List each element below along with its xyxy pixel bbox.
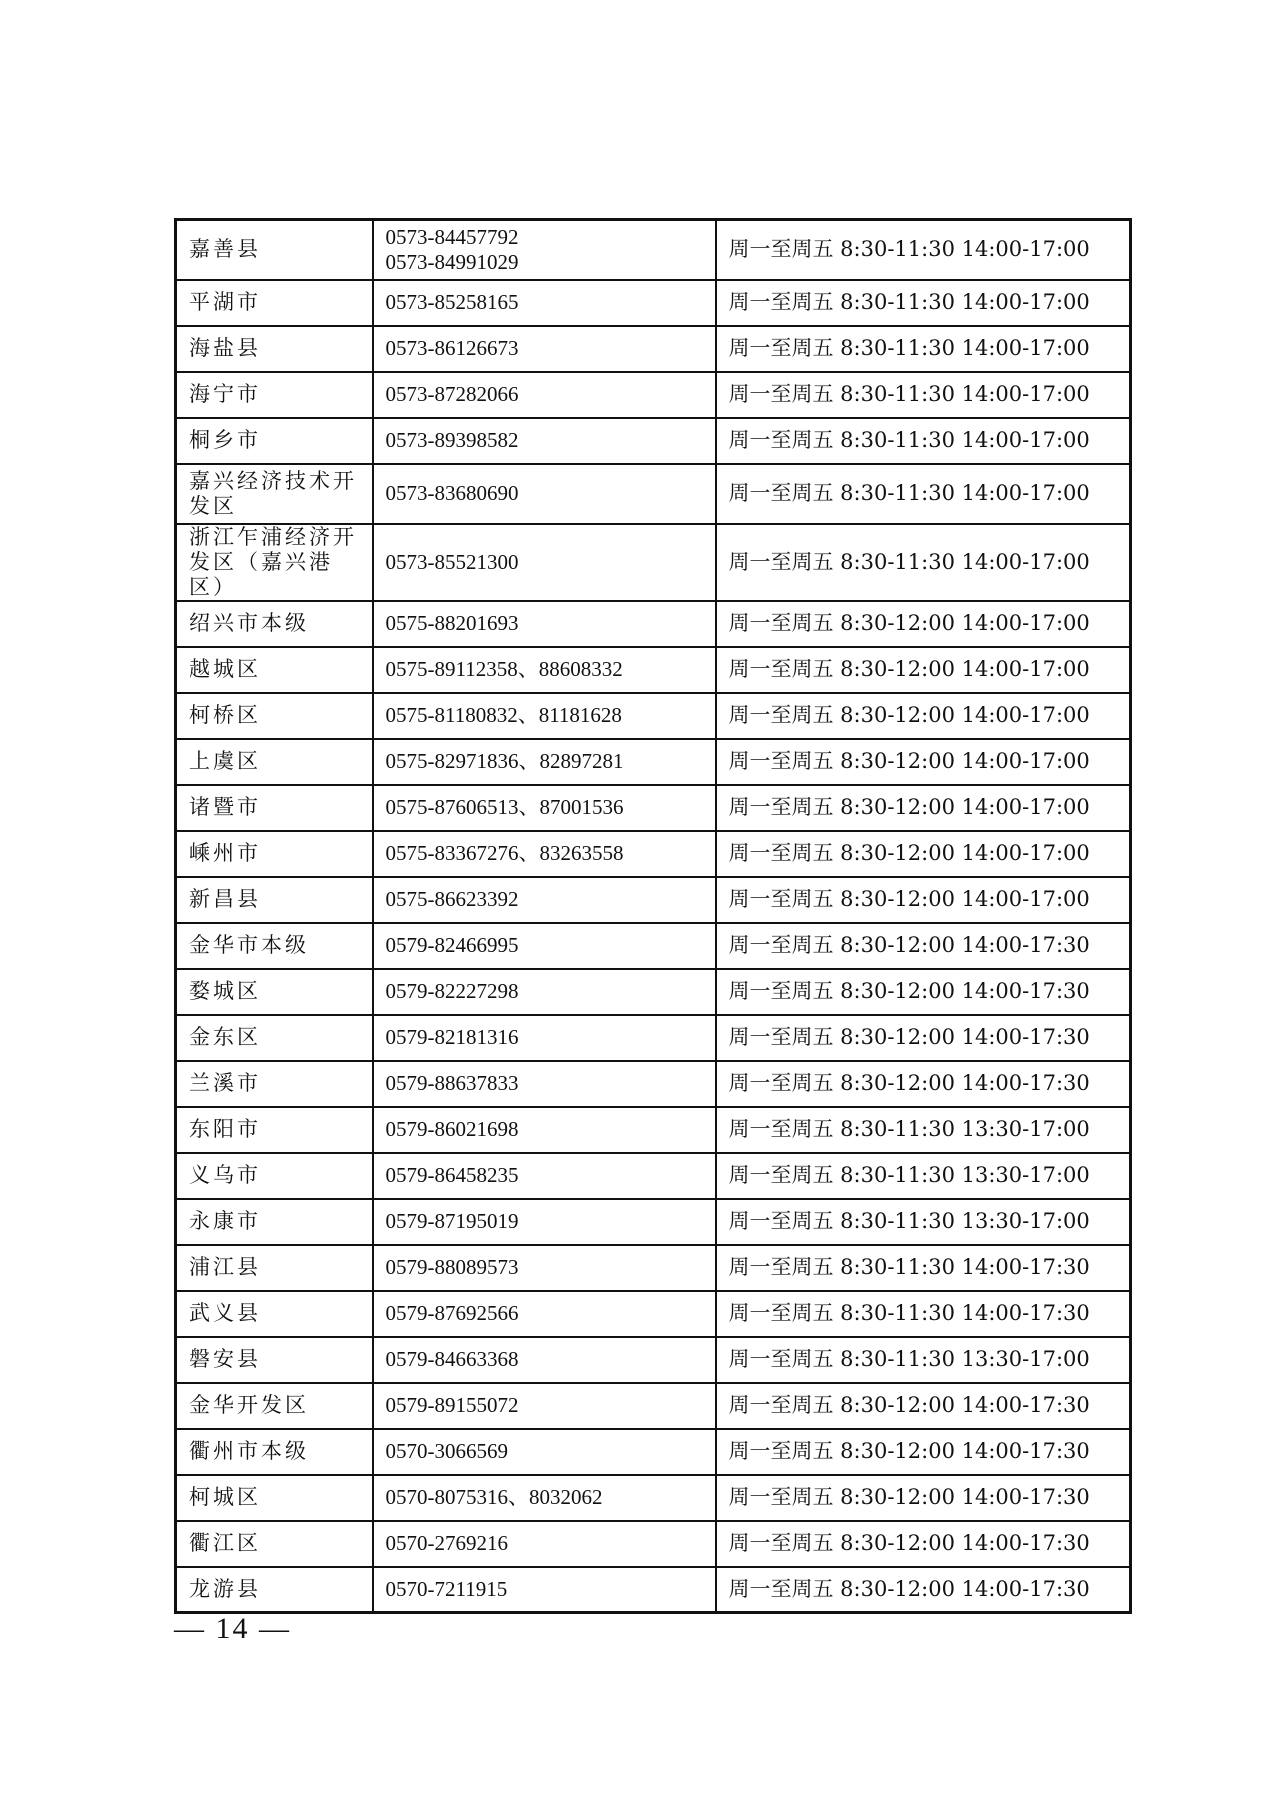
hours-cell: 周一至周五 8:30-12:00 14:00-17:30 xyxy=(716,923,1131,969)
region-cell: 金华开发区 xyxy=(176,1383,373,1429)
phone-number: 0575-81180832、81181628 xyxy=(385,703,622,727)
contact-table-body xyxy=(176,220,1131,1613)
table-row xyxy=(176,969,1131,1015)
phone-number: 0579-84663368 xyxy=(385,1347,519,1371)
phone-cell xyxy=(373,923,716,969)
phone-cell xyxy=(373,220,716,280)
phone-number: 0573-84457792 xyxy=(385,224,519,249)
phone-number: 0573-89398582 xyxy=(385,428,519,452)
phone-number: 0573-87282066 xyxy=(385,382,519,406)
contact-table xyxy=(174,218,1132,1614)
region-cell: 嘉善县 xyxy=(176,220,373,280)
table-row xyxy=(176,693,1131,739)
phone-number: 0575-87606513、87001536 xyxy=(385,795,624,819)
phone-number: 0575-86623392 xyxy=(385,887,519,911)
region-cell: 永康市 xyxy=(176,1199,373,1245)
hours-cell: 周一至周五 8:30-11:30 13:30-17:00 xyxy=(716,1199,1131,1245)
hours-cell: 周一至周五 8:30-12:00 14:00-17:00 xyxy=(716,785,1131,831)
phone-number: 0570-3066569 xyxy=(385,1439,508,1463)
region-cell: 磐安县 xyxy=(176,1337,373,1383)
region-cell: 越城区 xyxy=(176,647,373,693)
phone-cell xyxy=(373,1337,716,1383)
table-row xyxy=(176,524,1131,601)
phone-number: 0573-85521300 xyxy=(385,549,519,574)
phone-cell xyxy=(373,1383,716,1429)
table-row xyxy=(176,372,1131,418)
hours-cell: 周一至周五 8:30-11:30 14:00-17:00 xyxy=(716,418,1131,464)
phone-cell xyxy=(373,877,716,923)
phone-number: 0573-85258165 xyxy=(385,290,519,314)
region-cell: 新昌县 xyxy=(176,877,373,923)
region-cell: 嘉兴经济技术开发区 xyxy=(176,464,373,524)
phone-number: 0579-88089573 xyxy=(385,1255,519,1279)
region-cell: 武义县 xyxy=(176,1291,373,1337)
region-cell: 衢州市本级 xyxy=(176,1429,373,1475)
phone-number: 0579-82181316 xyxy=(385,1025,519,1049)
table-row xyxy=(176,831,1131,877)
hours-cell: 周一至周五 8:30-11:30 13:30-17:00 xyxy=(716,1153,1131,1199)
table-row xyxy=(176,877,1131,923)
region-cell: 浙江乍浦经济开发区（嘉兴港区） xyxy=(176,524,373,601)
phone-number: 0570-7211915 xyxy=(385,1576,508,1601)
table-row xyxy=(176,1015,1131,1061)
hours-cell: 周一至周五 8:30-12:00 14:00-17:00 xyxy=(716,831,1131,877)
table-row xyxy=(176,601,1131,647)
table-row xyxy=(176,1153,1131,1199)
table-row xyxy=(176,464,1131,524)
table-row xyxy=(176,739,1131,785)
phone-number: 0573-84991029 xyxy=(385,249,519,274)
phone-cell xyxy=(373,1567,716,1613)
phone-number: 0579-87195019 xyxy=(385,1209,519,1233)
hours-cell: 周一至周五 8:30-12:00 14:00-17:00 xyxy=(716,647,1131,693)
hours-cell: 周一至周五 8:30-12:00 14:00-17:30 xyxy=(716,969,1131,1015)
hours-cell: 周一至周五 8:30-11:30 14:00-17:00 xyxy=(716,524,1131,601)
phone-number: 0575-82971836、82897281 xyxy=(385,749,624,773)
phone-number: 0579-86458235 xyxy=(385,1163,519,1187)
phone-number: 0579-82227298 xyxy=(385,979,519,1003)
phone-cell xyxy=(373,1475,716,1521)
phone-number: 0579-86021698 xyxy=(385,1117,519,1141)
phone-cell xyxy=(373,326,716,372)
phone-cell xyxy=(373,739,716,785)
table-row xyxy=(176,1383,1131,1429)
hours-cell: 周一至周五 8:30-12:00 14:00-17:30 xyxy=(716,1521,1131,1567)
phone-cell xyxy=(373,647,716,693)
region-cell: 兰溪市 xyxy=(176,1061,373,1107)
phone-number: 0570-2769216 xyxy=(385,1531,508,1555)
region-cell: 东阳市 xyxy=(176,1107,373,1153)
region-cell: 桐乡市 xyxy=(176,418,373,464)
table-row xyxy=(176,1429,1131,1475)
phone-cell xyxy=(373,785,716,831)
hours-cell: 周一至周五 8:30-11:30 14:00-17:00 xyxy=(716,464,1131,524)
hours-cell: 周一至周五 8:30-12:00 14:00-17:30 xyxy=(716,1475,1131,1521)
hours-cell: 周一至周五 8:30-12:00 14:00-17:00 xyxy=(716,601,1131,647)
region-cell: 浦江县 xyxy=(176,1245,373,1291)
region-cell: 海宁市 xyxy=(176,372,373,418)
phone-number: 0579-82466995 xyxy=(385,933,519,957)
phone-cell xyxy=(373,1291,716,1337)
table-row xyxy=(176,1245,1131,1291)
phone-cell xyxy=(373,1521,716,1567)
table-row xyxy=(176,280,1131,326)
phone-cell xyxy=(373,464,716,524)
hours-cell: 周一至周五 8:30-11:30 14:00-17:30 xyxy=(716,1245,1131,1291)
hours-cell: 周一至周五 8:30-12:00 14:00-17:30 xyxy=(716,1429,1131,1475)
table-row xyxy=(176,1291,1131,1337)
phone-number: 0579-87692566 xyxy=(385,1301,519,1325)
phone-number: 0575-83367276、83263558 xyxy=(385,841,624,865)
region-cell: 金华市本级 xyxy=(176,923,373,969)
phone-cell xyxy=(373,1429,716,1475)
table-row xyxy=(176,647,1131,693)
table-row xyxy=(176,1061,1131,1107)
hours-cell: 周一至周五 8:30-11:30 14:00-17:00 xyxy=(716,220,1131,280)
region-cell: 金东区 xyxy=(176,1015,373,1061)
hours-cell: 周一至周五 8:30-12:00 14:00-17:00 xyxy=(716,877,1131,923)
region-cell: 嵊州市 xyxy=(176,831,373,877)
phone-cell xyxy=(373,1153,716,1199)
table-row xyxy=(176,785,1131,831)
region-cell: 柯城区 xyxy=(176,1475,373,1521)
hours-cell: 周一至周五 8:30-11:30 14:00-17:00 xyxy=(716,326,1131,372)
phone-number: 0573-83680690 xyxy=(385,481,519,505)
region-cell: 龙游县 xyxy=(176,1567,373,1613)
table-row xyxy=(176,1199,1131,1245)
hours-cell: 周一至周五 8:30-12:00 14:00-17:30 xyxy=(716,1015,1131,1061)
table-row xyxy=(176,1521,1131,1567)
phone-cell xyxy=(373,1061,716,1107)
table-row xyxy=(176,1567,1131,1613)
table-row xyxy=(176,1475,1131,1521)
table-row xyxy=(176,1107,1131,1153)
region-cell: 绍兴市本级 xyxy=(176,601,373,647)
table-row xyxy=(176,220,1131,280)
phone-cell xyxy=(373,601,716,647)
phone-cell xyxy=(373,1245,716,1291)
region-cell: 上虞区 xyxy=(176,739,373,785)
phone-cell xyxy=(373,524,716,601)
phone-cell xyxy=(373,1199,716,1245)
hours-cell: 周一至周五 8:30-11:30 14:00-17:30 xyxy=(716,1291,1131,1337)
table-row xyxy=(176,418,1131,464)
hours-cell: 周一至周五 8:30-12:00 14:00-17:30 xyxy=(716,1383,1131,1429)
phone-cell xyxy=(373,280,716,326)
phone-cell xyxy=(373,418,716,464)
region-cell: 婺城区 xyxy=(176,969,373,1015)
hours-cell: 周一至周五 8:30-12:00 14:00-17:30 xyxy=(716,1061,1131,1107)
region-cell: 柯桥区 xyxy=(176,693,373,739)
region-cell: 衢江区 xyxy=(176,1521,373,1567)
page-number: — 14 — xyxy=(174,1612,291,1645)
phone-cell xyxy=(373,1015,716,1061)
phone-number: 0579-89155072 xyxy=(385,1393,519,1417)
region-cell: 平湖市 xyxy=(176,280,373,326)
region-cell: 海盐县 xyxy=(176,326,373,372)
phone-number: 0575-89112358、88608332 xyxy=(385,657,623,681)
hours-cell: 周一至周五 8:30-12:00 14:00-17:00 xyxy=(716,739,1131,785)
phone-cell xyxy=(373,831,716,877)
phone-cell xyxy=(373,1107,716,1153)
hours-cell: 周一至周五 8:30-11:30 14:00-17:00 xyxy=(716,372,1131,418)
table-row xyxy=(176,923,1131,969)
hours-cell: 周一至周五 8:30-12:00 14:00-17:00 xyxy=(716,693,1131,739)
phone-number: 0579-88637833 xyxy=(385,1071,519,1095)
table-row xyxy=(176,326,1131,372)
phone-cell xyxy=(373,969,716,1015)
table-row xyxy=(176,1337,1131,1383)
phone-cell xyxy=(373,693,716,739)
hours-cell: 周一至周五 8:30-11:30 13:30-17:00 xyxy=(716,1337,1131,1383)
hours-cell: 周一至周五 8:30-12:00 14:00-17:30 xyxy=(716,1567,1131,1613)
phone-number: 0570-8075316、8032062 xyxy=(385,1485,603,1509)
phone-number: 0573-86126673 xyxy=(385,336,519,360)
phone-number: 0575-88201693 xyxy=(385,611,519,635)
hours-cell: 周一至周五 8:30-11:30 14:00-17:00 xyxy=(716,280,1131,326)
phone-cell xyxy=(373,372,716,418)
region-cell: 诸暨市 xyxy=(176,785,373,831)
hours-cell: 周一至周五 8:30-11:30 13:30-17:00 xyxy=(716,1107,1131,1153)
region-cell: 义乌市 xyxy=(176,1153,373,1199)
